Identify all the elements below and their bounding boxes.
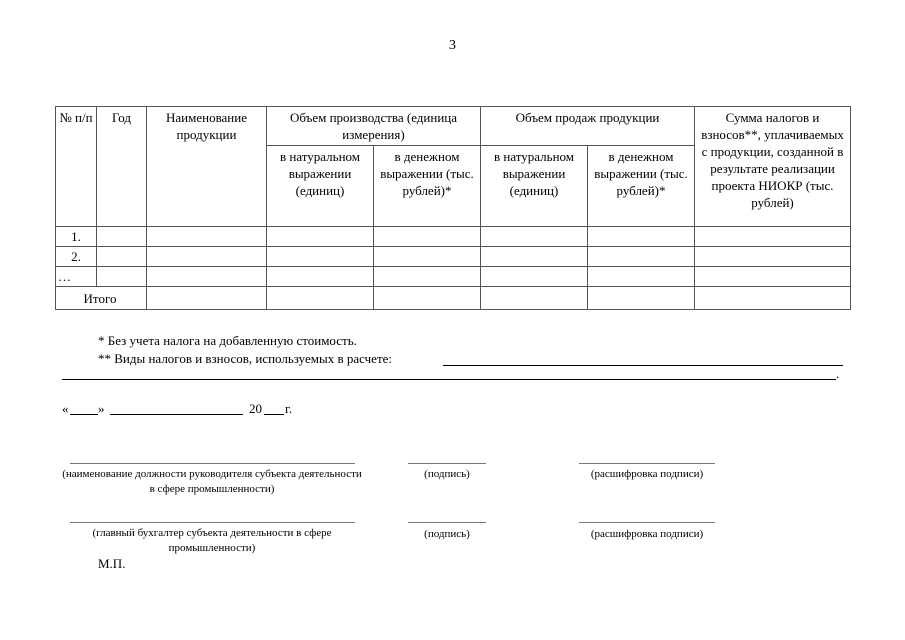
date-month-line — [110, 414, 243, 415]
page-number: 3 — [449, 38, 456, 53]
total-label: Итого — [56, 287, 147, 310]
header-sales-money: в денежном выражении (тыс. рублей)* — [588, 146, 695, 227]
footnote-end-dot: . — [836, 366, 840, 381]
table-cell — [267, 267, 374, 287]
table-cell — [588, 287, 695, 310]
table-cell — [481, 287, 588, 310]
table-cell — [374, 267, 481, 287]
date-year-prefix: 20 — [249, 401, 262, 416]
table-cell — [695, 287, 851, 310]
row-number: 2. — [56, 247, 97, 267]
stamp-label: М.П. — [98, 556, 126, 571]
head-signature-caption: (подпись) — [424, 468, 470, 480]
table-cell — [481, 267, 588, 287]
table-cell — [588, 227, 695, 247]
table-cell — [147, 287, 267, 310]
accountant-decoding-caption: (расшифровка подписи) — [590, 528, 704, 540]
taxes-fill-line — [443, 365, 843, 366]
taxes-fill-line-2 — [62, 379, 836, 380]
footnote-taxes: ** Виды налогов и взносов, используемых в расчете: — [98, 351, 393, 366]
head-signature-line — [408, 463, 486, 464]
header-year: Год — [97, 107, 147, 227]
date-year-line — [264, 414, 284, 415]
header-product-name: Наименование продукции — [147, 107, 267, 227]
table-row — [56, 247, 851, 267]
table-cell — [147, 227, 267, 247]
table-cell — [374, 247, 481, 267]
header-sales-volume: Объем продаж продукции — [481, 107, 695, 146]
table-cell — [695, 227, 851, 247]
table-cell — [374, 287, 481, 310]
table-cell — [147, 247, 267, 267]
header-num: № п/п — [56, 107, 97, 227]
table-row — [56, 267, 851, 287]
table-cell — [695, 267, 851, 287]
table-row-total — [56, 287, 851, 310]
header-production-natural: в натуральном выражении (единиц) — [267, 146, 374, 227]
table-row — [56, 227, 851, 247]
table-cell — [97, 267, 147, 287]
production-table — [55, 106, 851, 310]
table-cell — [267, 227, 374, 247]
header-taxes: Сумма налогов и взносов**, уплачиваемых с продукции, созданной в результате реализации проекта НИОКР (тыс. рублей) — [695, 107, 851, 227]
head-decoding-line — [579, 463, 715, 464]
header-production-money: в денежном выражении (тыс. рублей)* — [374, 146, 481, 227]
header-sales-natural: в натуральном выражении (единиц) — [481, 146, 588, 227]
table-cell — [588, 267, 695, 287]
table-cell — [147, 267, 267, 287]
footnote-vat: * Без учета налога на добавленную стоимость. — [98, 333, 357, 348]
table-cell — [267, 247, 374, 267]
head-decoding-caption: (расшифровка подписи) — [590, 468, 704, 480]
row-number: … — [56, 267, 97, 287]
table-cell — [97, 227, 147, 247]
date-day-line — [70, 414, 98, 415]
table-cell — [97, 247, 147, 267]
table-cell — [588, 247, 695, 267]
head-position-caption: (наименование должности руководителя субъекта деятельности в сфере промышленности) — [62, 468, 362, 495]
accountant-position-line — [70, 522, 355, 523]
accountant-signature-caption: (подпись) — [424, 528, 470, 540]
table-cell — [481, 247, 588, 267]
head-position-line — [70, 463, 355, 464]
table-cell — [481, 227, 588, 247]
row-number: 1. — [56, 227, 97, 247]
table-cell — [374, 227, 481, 247]
accountant-signature-line — [408, 522, 486, 523]
accountant-position-caption: (главный бухгалтер субъекта деятельности в сфере промышленности) — [92, 527, 332, 554]
table-cell — [267, 287, 374, 310]
date-close-quote: » — [98, 401, 105, 416]
accountant-decoding-line — [579, 522, 715, 523]
header-production-volume: Объем производства (единица измерения) — [267, 107, 481, 146]
date-year-suffix: г. — [285, 401, 293, 416]
date-open-quote: « — [62, 401, 69, 416]
table-cell — [695, 247, 851, 267]
